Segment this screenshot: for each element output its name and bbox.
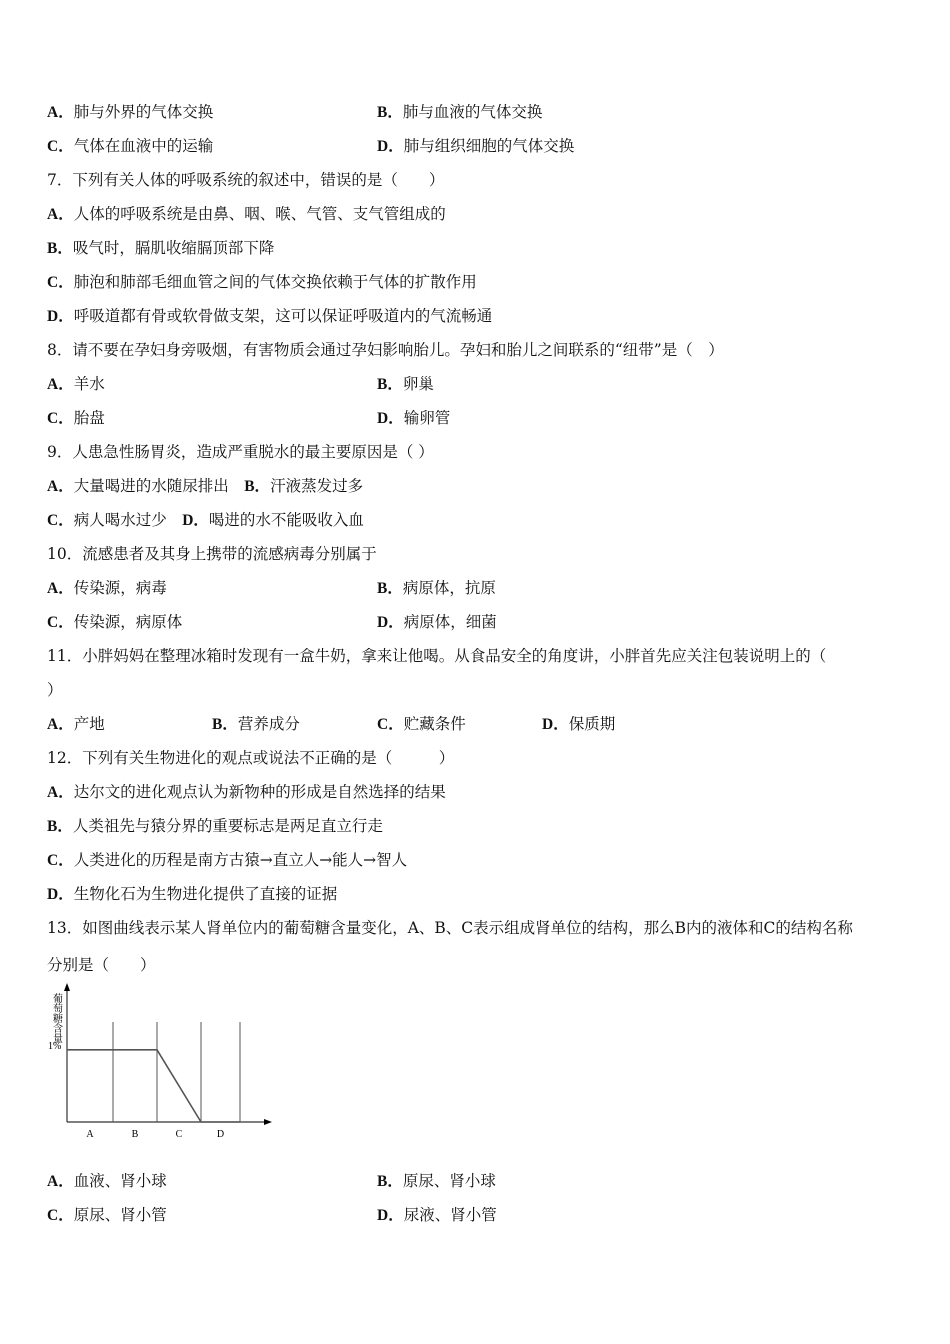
options-row [47,608,917,642]
option-text: 胎盘 [73,409,105,427]
question-text-line [47,540,917,574]
option-label: D． [377,1207,404,1224]
options-row [47,132,917,166]
x-axis-arrow [264,1119,272,1125]
option-text: 肺与外界的气体交换 [73,103,214,121]
y-tick-label: 1% [48,1040,62,1052]
options-row [47,472,917,506]
option-label: C． [47,852,74,869]
glucose-chart [47,985,917,1167]
option-text: 生物化石为生物进化提供了直接的证据 [73,885,338,903]
option-text: 吸气时，膈肌收缩膈顶部下降 [72,239,275,257]
option-label: B． [377,1173,403,1190]
option-a [47,1167,167,1196]
option-c [47,268,477,297]
question-text: 8．请不要在孕妇身旁吸烟，有害物质会通过孕妇影响胎儿。孕妇和胎儿之间联系的“纽带”是（ ） [47,341,724,359]
option-d [377,1201,497,1230]
option-b [377,574,496,603]
option-text: 汗液蒸发过多 [270,477,364,495]
option-b [212,710,300,739]
option-text: 保质期 [568,715,616,733]
options-row [47,302,917,336]
options-row [47,880,917,914]
options-row [47,812,917,846]
option-a [47,778,446,807]
option-text: 大量喝进的水随尿排出 [73,477,245,495]
option-text: 肺与组织细胞的气体交换 [403,137,575,155]
options-row [47,370,917,404]
option-label: A． [47,1173,74,1190]
option-label: A． [47,104,74,121]
option-label: D． [182,512,209,529]
option-label: B． [244,478,271,495]
option-text: 肺与血液的气体交换 [402,103,543,121]
options-row [47,574,917,608]
options-row [47,404,917,438]
option-label: B． [212,716,238,733]
option-label: A． [47,580,74,597]
option-d [542,710,615,739]
option-text: 气体在血液中的运输 [73,137,214,155]
option-text: 输卵管 [403,409,451,427]
option-label: A． [47,784,74,801]
option-text: 卵巢 [402,375,434,393]
option-text: 人类祖先与猿分界的重要标志是两足直立行走 [72,817,383,835]
option-d [377,132,574,161]
question-text-line [47,744,917,778]
option-label: B． [377,104,403,121]
question-text-line [47,914,917,951]
option-label: B． [47,818,73,835]
option-text: 喝进的水不能吸收入血 [208,511,364,529]
options-row [47,778,917,812]
option-label: C． [47,1207,74,1224]
option-label: C． [47,410,74,427]
option-b [377,1167,496,1196]
options-row [47,234,917,268]
option-label: D． [377,614,404,631]
x-tick-C: C [175,1129,183,1140]
question-text: 12．下列有关生物进化的观点或说法不正确的是（ ） [47,749,455,767]
option-text: 病原体，细菌 [403,613,497,631]
option-label: C． [47,274,74,291]
option-text: 传染源，病原体 [73,613,183,631]
option-label: D． [47,308,74,325]
options-row [47,98,917,132]
question-text: 9．人患急性肠胃炎，造成严重脱水的最主要原因是（ ） [47,443,434,461]
option-label: C． [47,138,74,155]
option-text: 原尿、肾小球 [402,1172,496,1190]
option-label: C． [47,512,74,529]
option-text: 呼吸道都有骨或软骨做支架，这可以保证呼吸道内的气流畅通 [73,307,493,325]
option-label: D． [377,410,404,427]
x-tick-D: D [216,1129,225,1140]
options-row [47,1201,917,1235]
option-text: 血液、肾小球 [73,1172,167,1190]
option-label: D． [377,138,404,155]
option-d [377,404,450,433]
option-c [47,846,407,875]
option-d [47,302,492,331]
option-text: 人类进化的历程是南方古猿→直立人→能人→智人 [73,851,408,869]
options-row [47,846,917,880]
option-label: C． [47,614,74,631]
option-text: 人体的呼吸系统是由鼻、咽、喉、气管、支气管组成的 [73,205,446,223]
option-a [47,98,213,127]
option-label: B． [377,580,403,597]
option-a [47,710,105,739]
option-c [47,404,105,433]
question-text-line [47,642,917,676]
option-c [377,710,466,739]
option-b [377,98,542,127]
option-label: A． [47,206,74,223]
option-label: A． [47,478,74,495]
option-d [47,880,337,909]
option-label: D． [542,716,569,733]
option-text: 原尿、肾小管 [73,1206,167,1224]
option-text: 病人喝水过少 [73,511,183,529]
question-text: 11．小胖妈妈在整理冰箱时发现有一盒牛奶，拿来让他喝。从食品安全的角度讲，小胖首先应关注包装说明上的（ [47,647,827,665]
option-c [47,132,213,161]
option-text: 传染源，病毒 [73,579,167,597]
question-text-line [47,166,917,200]
option-text: 羊水 [73,375,105,393]
option-label: B． [47,240,73,257]
option-a [47,574,167,603]
option-text: 尿液、肾小管 [403,1206,497,1224]
option-label: B． [377,376,403,393]
option-text: 达尔文的进化观点认为新物种的形成是自然选择的结果 [73,783,446,801]
y-axis-label: 葡萄糖含量 [50,993,62,1043]
options-row [47,710,917,744]
option-label: D． [47,886,74,903]
option-label: A． [47,376,74,393]
options-row [47,506,917,540]
option-label: A． [47,716,74,733]
options-row [47,1167,917,1201]
option-text: 产地 [73,715,105,733]
options-row [47,268,917,302]
question-text: ） [47,681,63,699]
option-b [377,370,434,399]
option-d [377,608,497,637]
x-tick-B: B [131,1129,139,1140]
options-row [47,200,917,234]
question-text: 7．下列有关人体的呼吸系统的叙述中，错误的是（ ） [47,171,445,189]
chart-svg [0,981,300,1161]
option-c [47,1201,167,1230]
option-text: 病原体，抗原 [402,579,496,597]
question-text-line [47,951,917,985]
option-text: 肺泡和肺部毛细血管之间的气体交换依赖于气体的扩散作用 [73,273,477,291]
option-label: C． [377,716,404,733]
y-axis-arrow [64,983,70,991]
question-text: 13．如图曲线表示某人肾单位内的葡萄糖含量变化，A、B、C表示组成肾单位的结构，那么B内的液体和C的结构名称 [47,919,853,937]
exam-document [47,98,917,1235]
option-text: 营养成分 [237,715,300,733]
question-text: 分别是（ ） [47,956,156,974]
question-text-line [47,438,917,472]
option-b [47,234,274,263]
option-c [47,608,182,637]
option-a [47,370,105,399]
question-text-line [47,676,917,710]
option-b [47,812,383,841]
glucose-line [67,1050,240,1122]
option-text: 贮藏条件 [403,715,466,733]
option-a [47,200,446,229]
x-tick-A: A [86,1129,94,1140]
question-text: 10．流感患者及其身上携带的流感病毒分别属于 [47,545,377,563]
question-text-line [47,336,917,370]
